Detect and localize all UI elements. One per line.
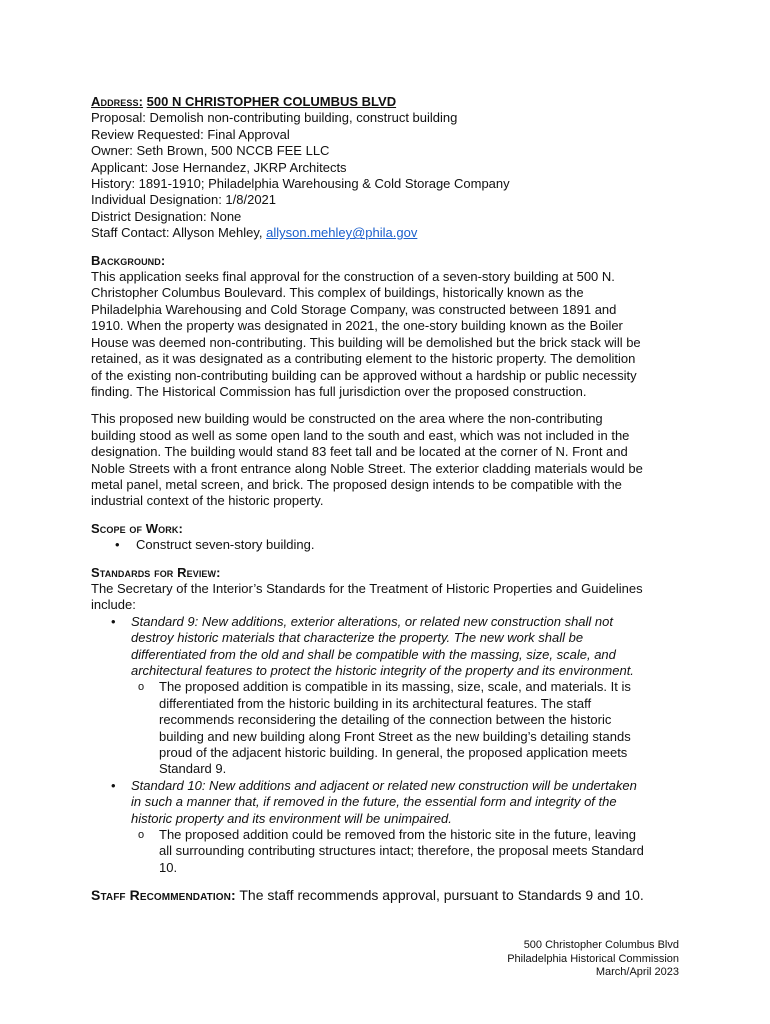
text-line: industrial context of the historic property. (91, 493, 324, 509)
text-line: differentiated from the old and shall be compatible with the massing, size, scale, and (131, 646, 616, 662)
standard-9-item (91, 614, 689, 778)
background-paragraph-1 (91, 269, 689, 400)
owner-line: Owner: Seth Brown, 500 NCCB FEE LLC (91, 143, 330, 159)
scope-item-text: Construct seven-story building. (136, 537, 315, 553)
text-line: 10. (159, 859, 178, 875)
standards-intro-line: include: (91, 597, 136, 613)
standards-list (91, 614, 689, 877)
footer-date: March/April 2023 (595, 966, 679, 979)
text-line: differentiated from the historic building in its architectural features. The staff (159, 695, 592, 711)
recommendation-line (91, 887, 689, 903)
text-line: This proposed new building would be constructed on the area where the non-contributing (91, 411, 603, 427)
document-body (91, 94, 689, 904)
background-paragraph-2 (91, 411, 689, 509)
scope-list (91, 537, 689, 553)
footer-address: 500 Christopher Columbus Blvd (523, 939, 679, 951)
text-line: in such a manner that, if removed in the future, the essential form and integrity of the (131, 794, 617, 810)
scope-heading: Scope of Work: (91, 520, 183, 536)
text-line: Philadelphia Warehousing and Cold Storage Company, was constructed between 1891 and (91, 301, 617, 317)
header-block (91, 94, 689, 242)
text-line: architectural features to protect the historic integrity of the property and its environment. (131, 663, 634, 678)
list-item (131, 679, 689, 777)
applicant-line: Applicant: Jose Hernandez, JKRP Architects (91, 159, 347, 175)
text-line: historic property and its environment will be unimpaired. (131, 810, 452, 826)
text-line: Christopher Columbus Boulevard. This complex of buildings, historically known as the (91, 285, 584, 301)
text-line: proud of the adjacent historic building. In general, the proposed application meets (159, 745, 628, 761)
history-line: History: 1891-1910; Philadelphia Warehousing & Cold Storage Company (91, 176, 510, 192)
staff-contact-line (91, 225, 689, 241)
text-line: all surrounding contributing structures intact; therefore, the proposal meets Standard (159, 843, 644, 859)
text-line: building stood as well as some open land to the south and east, which was not included in the (91, 427, 630, 443)
recommendation-text: The staff recommends approval, pursuant to Standards 9 and 10. (235, 887, 644, 904)
text-line: The proposed addition could be removed from the historic site in the future, leaving (159, 827, 636, 843)
text-line: designation. The building would stand 83 feet tall and be located at the corner of N. Front and (91, 444, 628, 460)
standard-10-item (91, 778, 689, 876)
text-line: finding. The Historical Commission has full jurisdiction over the proposed construction. (91, 383, 587, 399)
bullet-icon: • (115, 537, 120, 553)
review-line: Review Requested: Final Approval (91, 126, 290, 142)
bullet-icon: • (111, 777, 116, 793)
address-line (91, 94, 689, 110)
standards-heading: Standards for Review: (91, 564, 221, 580)
bullet-icon: • (111, 613, 116, 629)
district-designation-line: District Designation: None (91, 208, 242, 224)
proposal-line: Proposal: Demolish non-contributing building, construct building (91, 110, 458, 126)
page-footer (507, 939, 679, 980)
sub-bullet-icon: o (138, 829, 145, 842)
staff-email-link[interactable]: allyson.mehley@phila.gov (266, 225, 418, 241)
footer-organization: Philadelphia Historical Commission (507, 952, 679, 965)
list-item (131, 827, 689, 876)
text-line: recommends reconsidering the detailing of the connection between the historic (159, 712, 612, 728)
background-heading: Background: (91, 252, 166, 268)
text-line: Noble Streets with a front entrance along Noble Street. The exterior cladding materials would be (91, 460, 643, 476)
standard-10-sublist (131, 827, 689, 876)
staff-contact-label: Staff Contact: Allyson Mehley, (91, 225, 267, 241)
text-line: The proposed addition is compatible in its massing, size, scale, and materials. It is (159, 679, 631, 695)
list-item (91, 537, 689, 553)
address-value: 500 N CHRISTOPHER COLUMBUS BLVD (146, 94, 397, 109)
text-line: Standard 10: New additions and adjacent or related new construction will be undertaken (131, 777, 637, 793)
standards-intro-line: The Secretary of the Interior’s Standards for the Treatment of Historic Properties and Guidelines (91, 580, 643, 596)
text-line: Standard 9. (159, 761, 227, 777)
standard-9-text (131, 614, 689, 680)
scope-section (91, 521, 689, 554)
text-line: retained, as it was designated as a contributing element to the historic property. The demolition (91, 351, 636, 367)
individual-designation-line: Individual Designation: 1/8/2021 (91, 192, 277, 208)
recommendation-heading: Staff Recommendation: (91, 887, 236, 904)
background-section (91, 253, 689, 510)
text-line: destroy historic materials that characterize the property. The new work shall be (131, 630, 584, 646)
text-line: 1910. When the property was designated in 2021, the one-story building known as the Boiler (91, 318, 623, 334)
sub-bullet-icon: o (138, 681, 145, 694)
text-line: House was deemed non-contributing. This building will be demolished but the brick stack will be (91, 334, 641, 350)
standard-10-text (131, 778, 689, 827)
text-line: of the existing non-contributing building can be approved without a hardship or public necessity (91, 367, 637, 383)
standard-9-sublist (131, 679, 689, 777)
text-line: metal panel, metal screen, and brick. The proposed design intends to be compatible with the (91, 476, 622, 492)
text-line: building and new building along Front Street as the new building’s detailing stands (159, 728, 631, 744)
standards-section (91, 565, 689, 877)
text-line: Standard 9: New additions, exterior alterations, or related new construction shall not (131, 613, 613, 629)
text-line: This application seeks final approval for the construction of a seven-story building at 500 N. (91, 269, 615, 285)
address-label: Address: (91, 94, 144, 109)
